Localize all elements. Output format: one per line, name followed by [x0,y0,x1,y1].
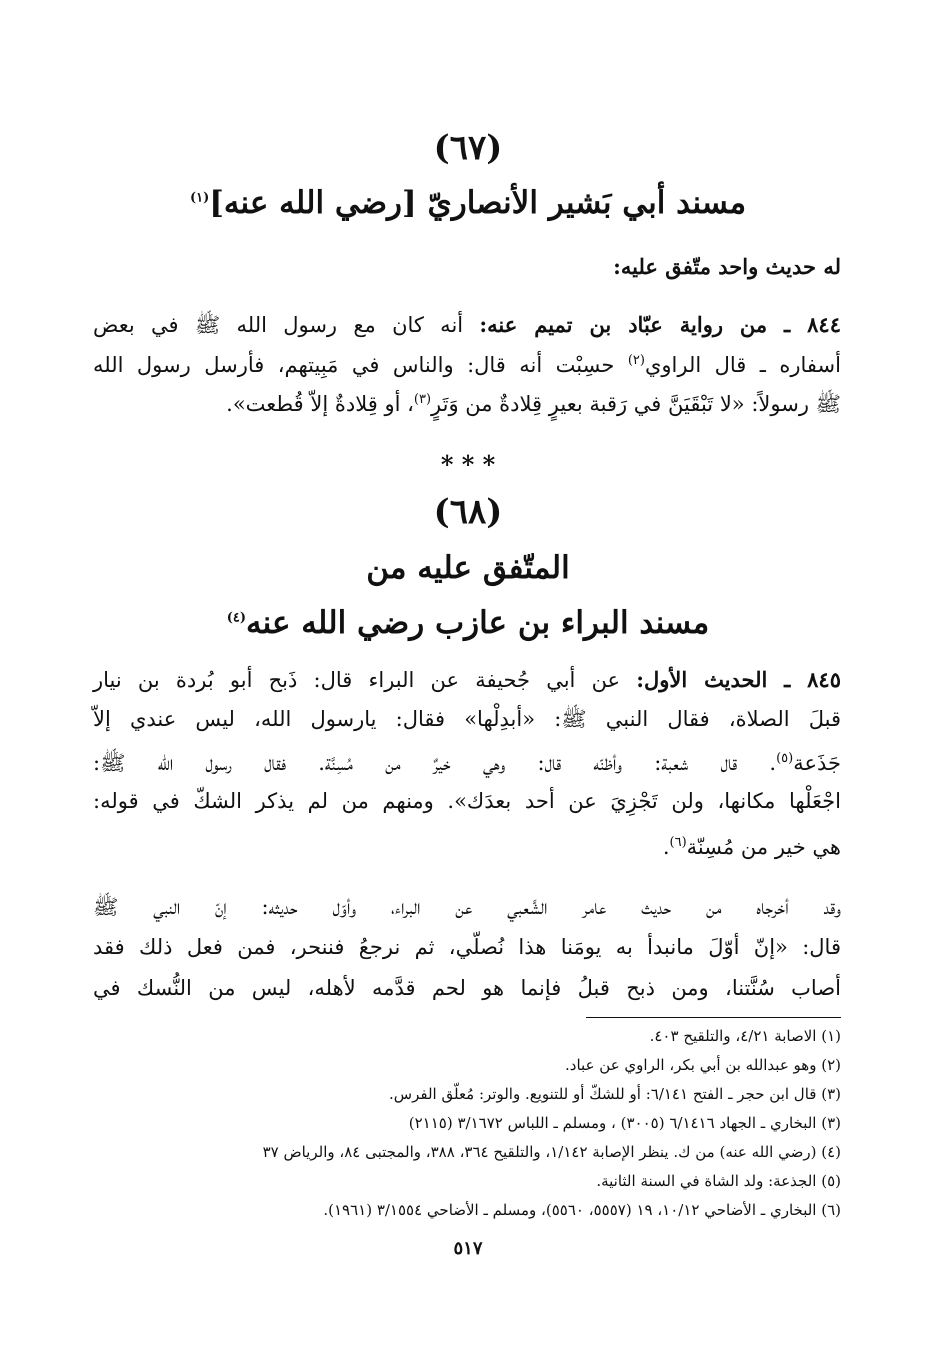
section-number-67: (٦٧) [433,128,503,168]
hadith-text: أسفاره ـ قال الراوي [644,353,841,377]
hadith-text: جَذَعة [793,751,841,775]
footnote-marker: (٤) [226,610,247,626]
text-line [93,385,841,419]
hadith-text: عن أبي جُحيفة عن البراء قال: ذَبح أبو بُردة بن نيار [93,668,621,692]
footnote-item: (٣) البخاري ـ الجهاد ٦/١٤١٦ (٣٠٠٥) ، ومسلم ـ اللباس ٣/١٦٧٢ (٢١١٥) [408,1114,841,1132]
text-line [93,744,841,778]
footnote-item: (٣) قال ابن حجر ـ الفتح ٦/١٤١: أو للشكّ أو للتنويع. والوتر: مُعلّق الفرس. [389,1085,841,1103]
footnote-item: (٢) وهو عبدالله بن أبي بكر، الراوي عن عباد. [565,1056,841,1074]
hadith-text: . [662,835,670,859]
subheading-67: له حديث واحد متّفق عليه: [613,254,841,279]
footnote-rule [586,1017,841,1018]
text-line: قال: «إنّ أوّلَ مانبدأ به يومَنا هذا نُصلّي، ثم نرجعُ فننحر، فمن فعل ذلك فقد [93,935,841,959]
text-line: قبلَ الصلاة، فقال النبي ﷺ: «أبدِلْها» فقال: يارسول الله، ليس عندي إلاّ [93,707,841,731]
section-title-67-text: مسند أبي بَشير الأنصاريّ [رضي الله عنه] [209,185,747,221]
footnote-item: (١) الاصابة ٤/٢١، والتلقيح ٤٠٣. [649,1027,841,1045]
hadith-number-844: ٨٤٤ ـ من رواية عبّاد بن تميم عنه: [479,312,841,337]
footnote-marker: (٦) [669,835,687,850]
footnote-marker: (٢) [627,353,645,368]
separator-stars: * * * [440,450,496,479]
text-line: أصاب سُنَّتنا، ومن ذبح قبلُ فإنما هو لحم قدَّمه لأهله، ليس من النُّسك في [93,976,841,1000]
text-line [93,828,841,862]
hadith-text: ﷺ رسولاً: «لا تَبْقَيَنَّ في رَقبة بعيرٍ قِلادةٌ من وَتَرٍ [431,392,841,416]
footnote-marker: (٥) [776,751,794,766]
section-title-68-line1: المتّفق عليه من [366,550,570,586]
page-number: ٥١٧ [453,1238,483,1259]
footnote-item: (٦) البخاري ـ الأضاحي ١٠/١٢، ١٩ (٥٥٥٧، ٥٥٦٠)، ومسلم ـ الأضاحي ٣/١٥٥٤ (١٩٦١). [323,1201,841,1219]
section-number-68: (٦٨) [433,492,503,532]
hadith-number-845: ٨٤٥ ـ الحديث الأول: [636,667,841,692]
text-line [93,665,841,695]
footnote-item: (٥) الجذعة: ولد الشاة في السنة الثانية. [596,1172,841,1190]
hadith-text: أنه كان مع رسول الله ﷺ في بعض [93,313,464,337]
section-title-67 [0,185,936,221]
hadith-text: هي خير من مُسِنّة [686,835,841,859]
text-line [93,310,841,340]
text-line: وقد أخرجاه من حديث عامر الشَّعبي عن البراء، وأوّل حديثه: إنّ النبي ﷺ [93,895,841,919]
section-title-68-line2 [0,605,936,641]
footnote-marker: (١) [189,190,210,206]
hadith-text: حسِبْت أنه قال: والناس في مَبِيتهم، فأرسل رسول الله [93,353,628,377]
footnote-item: (٤) (رضي الله عنه) من ك. ينظر الإصابة ١/١٤٢، والتلقيح ٣٦٤، ٣٨٨، والمجتبى ٨٤، والرياض ٣٧ [262,1143,841,1161]
hadith-text: . قال شعبة: وأظنّه قال: وهي خيرٌ من مُسِنَّة. فقال رسول الله ﷺ: [93,751,777,775]
hadith-text: ، أو قِلادةٌ إلاّ قُطعت». [226,392,414,416]
text-line [93,346,841,380]
section-title-68-text: مسند البراء بن عازب رضي الله عنه [246,605,710,641]
footnote-marker: (٣) [413,392,432,407]
text-line: اجْعَلْها مكانها، ولن تَجْزِيَ عن أحد بعدَك». ومنهم من لم يذكر الشكّ في قوله: [93,789,841,813]
